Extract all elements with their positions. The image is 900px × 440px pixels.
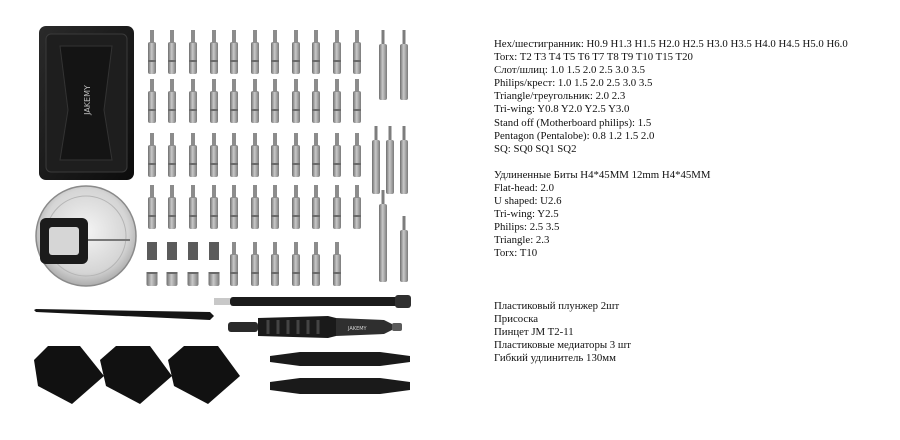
screwdriver-bit <box>312 30 320 74</box>
screwdriver-bit <box>167 242 178 286</box>
spec-line: Пластиковые медиаторы 3 шт <box>494 338 631 351</box>
screwdriver-bit <box>189 30 197 74</box>
screwdriver-bit <box>251 133 259 177</box>
screwdriver-bit <box>148 185 156 229</box>
screwdriver-bit <box>189 185 197 229</box>
screwdriver-bit <box>353 133 361 177</box>
screwdriver-bit <box>312 185 320 229</box>
spec-line: Torx: T2 T3 T4 T5 T6 T7 T8 T9 T10 T15 T20 <box>494 51 693 64</box>
spec-line: Torx: T10 <box>494 247 538 260</box>
screwdriver-bit <box>251 242 259 286</box>
screwdriver-bit <box>353 30 361 74</box>
opening-pick-1 <box>34 346 104 404</box>
long-bit <box>400 30 408 100</box>
spec-line: Tri-wing: Y2.5 <box>494 208 559 221</box>
suction-cup <box>36 186 136 286</box>
screwdriver-bit <box>271 242 279 286</box>
spec-line: Philips/крест: 1.0 1.5 2.0 2.5 3.0 3.5 <box>494 77 653 90</box>
screwdriver-bit <box>210 79 218 123</box>
screwdriver-bit <box>292 133 300 177</box>
screwdriver-bit <box>210 30 218 74</box>
spec-line: Удлиненные Биты H4*45MM 12mm H4*45MM <box>494 168 711 181</box>
screwdriver-bit <box>148 30 156 74</box>
screwdriver-bit <box>251 185 259 229</box>
screwdriver-bit <box>333 242 341 286</box>
accessories-list <box>494 300 894 365</box>
screwdriver-bit <box>353 185 361 229</box>
screwdriver-bit <box>230 133 238 177</box>
screwdriver-bit <box>353 79 361 123</box>
screwdriver-bit <box>230 242 238 286</box>
case-brand-print: JAKEMY <box>83 85 92 115</box>
screwdriver-bit <box>312 242 320 286</box>
spec-line: Triangle/треугольник: 2.0 2.3 <box>494 90 626 103</box>
screwdriver-bit <box>333 30 341 74</box>
spec-line: U shaped: U2.6 <box>494 195 562 208</box>
spec-line: Пинцет JM T2-11 <box>494 325 574 338</box>
screwdriver-bit <box>292 185 300 229</box>
screwdriver-bit <box>148 133 156 177</box>
opening-pick-3 <box>168 346 240 404</box>
flexible-extension <box>214 295 411 308</box>
bit-grid <box>147 30 409 286</box>
spec-line: Philips: 2.5 3.5 <box>494 221 560 234</box>
screwdriver-bit <box>189 133 197 177</box>
spec-line: Присоска <box>494 312 539 325</box>
screwdriver-bit <box>333 133 341 177</box>
screwdriver-bit <box>251 79 259 123</box>
opening-pick-2 <box>100 346 172 404</box>
screwdriver-bit <box>148 79 156 123</box>
spec-line: Pentagon (Pentalobe): 0.8 1.2 1.5 2.0 <box>494 129 655 142</box>
screwdriver-bit <box>168 185 176 229</box>
screwdriver-bit <box>292 30 300 74</box>
long-bit <box>372 126 380 194</box>
screwdriver-bit <box>209 242 220 286</box>
long-bit <box>379 190 387 282</box>
handle-brand-print: JAKEMY <box>348 326 367 332</box>
screwdriver-bit <box>292 79 300 123</box>
spec-line: SQ: SQ0 SQ1 SQ2 <box>494 142 577 155</box>
bit-set-list <box>494 38 894 156</box>
spec-line: Пластиковый плунжер 2шт <box>494 299 620 312</box>
long-bit <box>400 126 408 194</box>
screwdriver-handle <box>228 316 402 338</box>
screwdriver-bit <box>271 79 279 123</box>
spec-line: Triangle: 2.3 <box>494 234 550 247</box>
screwdriver-bit <box>168 133 176 177</box>
spec-panel <box>494 38 894 365</box>
screwdriver-bit <box>168 30 176 74</box>
screwdriver-bit <box>230 30 238 74</box>
long-bit <box>386 126 394 194</box>
tweezers <box>34 309 214 320</box>
screwdriver-bit <box>189 79 197 123</box>
screwdriver-bit <box>210 133 218 177</box>
long-bits-list <box>494 169 894 261</box>
screwdriver-bit <box>333 185 341 229</box>
screwdriver-bit <box>271 30 279 74</box>
screwdriver-bit <box>271 133 279 177</box>
spec-line: Stand off (Motherboard philips): 1.5 <box>494 116 652 129</box>
screwdriver-bit <box>147 242 158 286</box>
screwdriver-bit <box>292 242 300 286</box>
spudger-2 <box>270 378 410 394</box>
screwdriver-bit <box>271 185 279 229</box>
spudger-1 <box>270 352 410 366</box>
screwdriver-bit <box>188 242 199 286</box>
screwdriver-bit <box>312 79 320 123</box>
spec-line: Tri-wing: Y0.8 Y2.0 Y2.5 Y3.0 <box>494 103 630 116</box>
screwdriver-bit <box>333 79 341 123</box>
screwdriver-bit <box>230 185 238 229</box>
screwdriver-bit <box>230 79 238 123</box>
long-bit <box>379 30 387 100</box>
screwdriver-bit <box>251 30 259 74</box>
spec-line: Слот/шлиц: 1.0 1.5 2.0 2.5 3.0 3.5 <box>494 64 645 77</box>
spec-line: Гибкий удлинитель 130мм <box>494 351 616 364</box>
spec-line: Hex/шестигранник: H0.9 H1.3 H1.5 H2.0 H2.5 H3.0 H3.5 H4.0 H4.5 H5.0 H6.0 <box>494 38 848 50</box>
storage-case <box>39 26 134 180</box>
screwdriver-bit <box>210 185 218 229</box>
long-bit <box>400 216 408 282</box>
screwdriver-bit <box>312 133 320 177</box>
spec-line: Flat-head: 2.0 <box>494 181 554 194</box>
screwdriver-bit <box>168 79 176 123</box>
